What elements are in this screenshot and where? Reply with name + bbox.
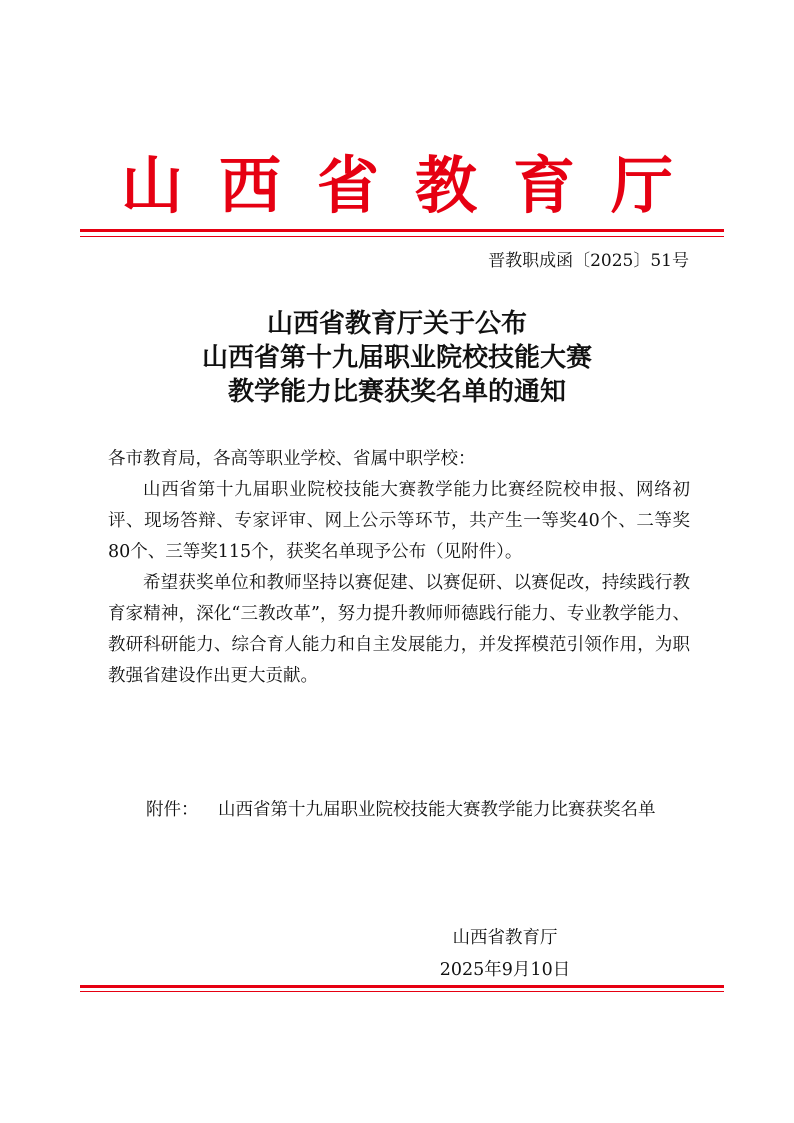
attachment-content: 山西省第十九届职业院校技能大赛教学能力比赛获奖名单 xyxy=(218,800,656,820)
title-line-1: 山西省教育厅关于公布 xyxy=(266,309,527,339)
body-paragraph-1: 山西省第十九届职业院校技能大赛教学能力比赛经院校申报、网络初评、现场答辩、专家评审、网上公示等环节，共产生一等奖40个、二等奖80个、三等奖115个，获奖名单现予公布（见附件）。 xyxy=(108,480,690,562)
footer-divider-thick xyxy=(80,985,724,988)
title-line-2: 山西省第十九届职业院校技能大赛 xyxy=(201,343,592,373)
body-paragraph-2: 希望获奖单位和教师坚持以赛促建、以赛促研、以赛促改，持续践行教育家精神，深化“三教改革”，努力提升教师师德践行能力、专业教学能力、教研科研能力、综合育人能力和自主发展能力，并发挥模范引领作用，为职教强省建设作出更大贡献。 xyxy=(108,573,690,686)
letterhead-divider-thick xyxy=(80,229,724,232)
attachment-label: 附件： xyxy=(146,800,199,820)
signature-block xyxy=(400,922,610,986)
document-title xyxy=(0,307,794,409)
document-body xyxy=(108,444,690,692)
title-line-3: 教学能力比赛获奖名单的通知 xyxy=(227,377,566,407)
issue-date: 2025年9月10日 xyxy=(439,960,571,980)
salutation: 各市教育局，各高等职业学校、省属中职学校： xyxy=(108,449,476,469)
document-number: 晋教职成函〔2025〕51号 xyxy=(488,251,689,271)
letterhead-divider-thin xyxy=(80,236,724,237)
letterhead-title: 山西省教育厅 xyxy=(120,149,709,222)
attachment-note xyxy=(146,794,706,826)
footer-divider-thin xyxy=(80,991,724,992)
issuing-organization: 山西省教育厅 xyxy=(452,928,558,948)
